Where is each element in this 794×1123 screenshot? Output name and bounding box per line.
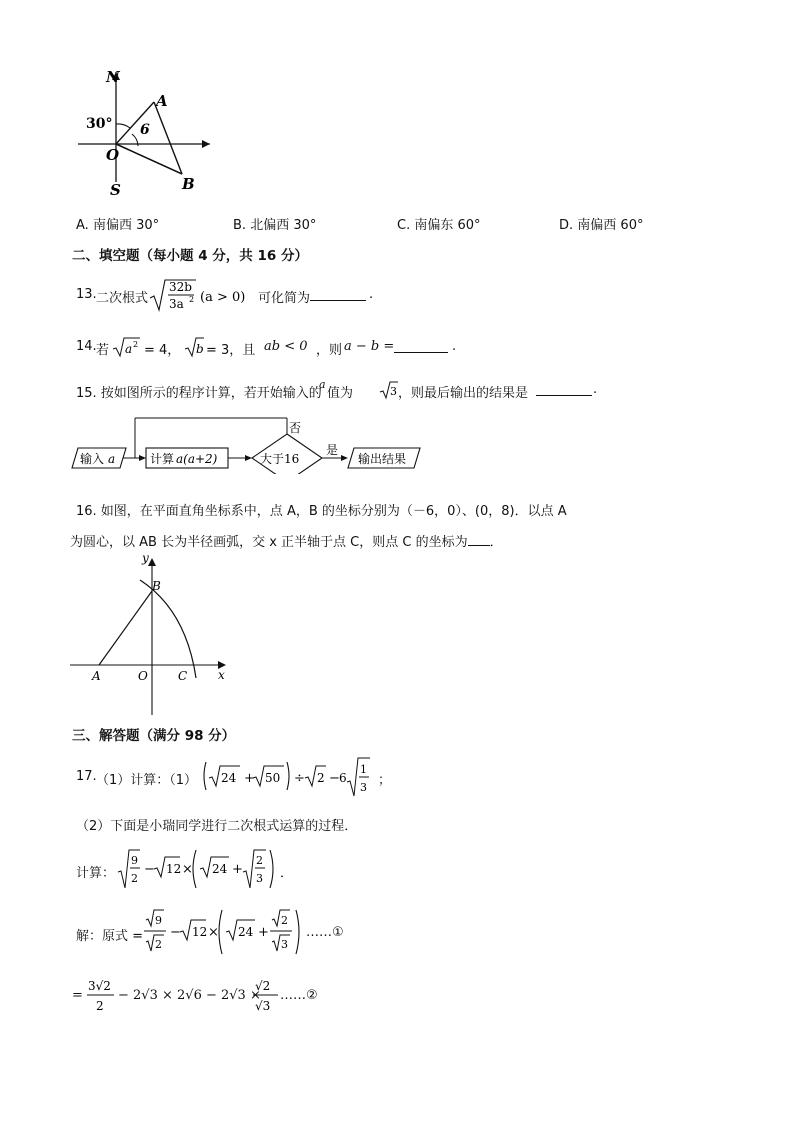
question-16-line1: 16. 如图，在平面直角坐标系中，点 A，B 的坐标分别为（－6，0）、(0，8)．以点 A — [76, 504, 567, 519]
svg-text:24: 24 — [238, 925, 254, 939]
label-A: A — [156, 92, 168, 110]
svg-text:B: B — [152, 579, 161, 593]
angle-mark: 6 — [140, 122, 150, 138]
svg-text:a: a — [108, 452, 116, 466]
svg-text:a(a+2): a(a+2) — [176, 452, 218, 466]
svg-text:12: 12 — [166, 862, 182, 876]
svg-text:是: 是 — [326, 443, 339, 457]
question-17-part1: 17. （1）计算：（1） 24 + 50 ÷ 2 − 6 1 3 ； — [76, 756, 376, 800]
svg-text:12: 12 — [192, 925, 208, 939]
svg-text:24: 24 — [221, 771, 237, 785]
svg-text:2: 2 — [155, 938, 162, 951]
svg-text:2: 2 — [96, 999, 104, 1013]
svg-text:×: × — [208, 925, 219, 940]
svg-text:24: 24 — [212, 862, 228, 876]
svg-text:+: + — [258, 925, 269, 940]
svg-text:1: 1 — [360, 763, 367, 776]
question-17-part2: （2）下面是小瑞同学进行二次根式运算的过程． — [76, 819, 358, 834]
svg-text:计算: 计算 — [150, 452, 175, 466]
svg-text:32b: 32b — [169, 280, 192, 294]
svg-text:6: 6 — [339, 771, 347, 785]
svg-text:−: − — [329, 771, 340, 786]
svg-text:a: a — [125, 342, 133, 356]
svg-text:输出结果: 输出结果 — [358, 452, 407, 466]
svg-text:×: × — [182, 862, 193, 877]
svg-text:−: − — [144, 862, 155, 877]
svg-text:+: + — [244, 771, 255, 786]
svg-text:3: 3 — [390, 385, 397, 398]
svg-text:50: 50 — [265, 771, 281, 785]
svg-text:9: 9 — [131, 854, 138, 867]
option-a[interactable]: A. 南偏西 30° — [76, 218, 160, 233]
svg-text:(a > 0): (a > 0) — [200, 290, 246, 305]
svg-text:9: 9 — [155, 914, 162, 927]
svg-text:2: 2 — [131, 872, 138, 885]
option-d[interactable]: D. 南偏西 60° — [559, 218, 644, 233]
svg-text:+: + — [232, 862, 243, 877]
svg-text:输入: 输入 — [80, 452, 105, 466]
question-14: 14. 若 a 2 = 4， b = 3，且 ab < 0 ，则 a − b = . — [76, 339, 457, 358]
flowchart — [70, 410, 430, 474]
calc-expression: 计算： 9 2 − 12 × 24 + 2 3 ． — [76, 846, 296, 892]
svg-text:y: y — [142, 551, 149, 565]
solution-step-1: 解：原式 = 9 2 − 12 × 24 + 2 3 ……① — [76, 906, 376, 956]
label-B: B — [182, 175, 195, 193]
svg-text:√3: √3 — [255, 999, 271, 1013]
svg-text:2: 2 — [256, 854, 263, 867]
svg-text:−: − — [170, 925, 181, 940]
solution-step-2: = 3√2 2 − 2√3 × 2√6 − 2√3 × √2 √3 ……② — [72, 979, 318, 1013]
question-16-line2: 为圆心，以 AB 长为半径画弧，交 x 正半轴于点 C，则点 C 的坐标为 ． — [70, 535, 503, 550]
svg-text:3: 3 — [256, 872, 263, 885]
label-N: N — [106, 68, 120, 86]
svg-text:2: 2 — [281, 914, 288, 927]
question-15: 15. 按如图所示的程序计算，若开始输入的 a 值为 3 ，则最后输出的结果是 . — [76, 378, 598, 401]
option-b[interactable]: B. 北偏西 30° — [233, 218, 317, 233]
svg-text:3a: 3a — [169, 297, 184, 311]
label-S: S — [110, 181, 121, 199]
svg-text:否: 否 — [289, 421, 302, 435]
svg-text:大于16: 大于16 — [260, 452, 300, 466]
svg-text:x: x — [218, 668, 225, 682]
svg-text:2: 2 — [317, 771, 325, 785]
svg-text:÷: ÷ — [294, 771, 305, 786]
compass-figure — [70, 62, 220, 202]
svg-text:3: 3 — [281, 938, 288, 951]
svg-text:2: 2 — [189, 295, 195, 304]
label-O: O — [106, 146, 120, 164]
section-3-title: 三、解答题（满分 98 分） — [72, 728, 236, 744]
svg-text:3√2: 3√2 — [88, 979, 111, 993]
svg-text:√2: √2 — [255, 979, 271, 993]
svg-text:O: O — [138, 669, 148, 683]
option-c[interactable]: C. 南偏东 60° — [397, 218, 481, 233]
svg-text:C: C — [178, 669, 188, 683]
section-2-title: 二、填空题（每小题 4 分，共 16 分） — [72, 248, 308, 264]
svg-text:A: A — [92, 669, 101, 683]
coordinate-figure — [68, 550, 232, 720]
svg-text:b: b — [196, 342, 204, 356]
svg-text:2: 2 — [133, 340, 139, 349]
svg-text:3: 3 — [360, 781, 367, 794]
angle-30: 30° — [86, 116, 113, 132]
